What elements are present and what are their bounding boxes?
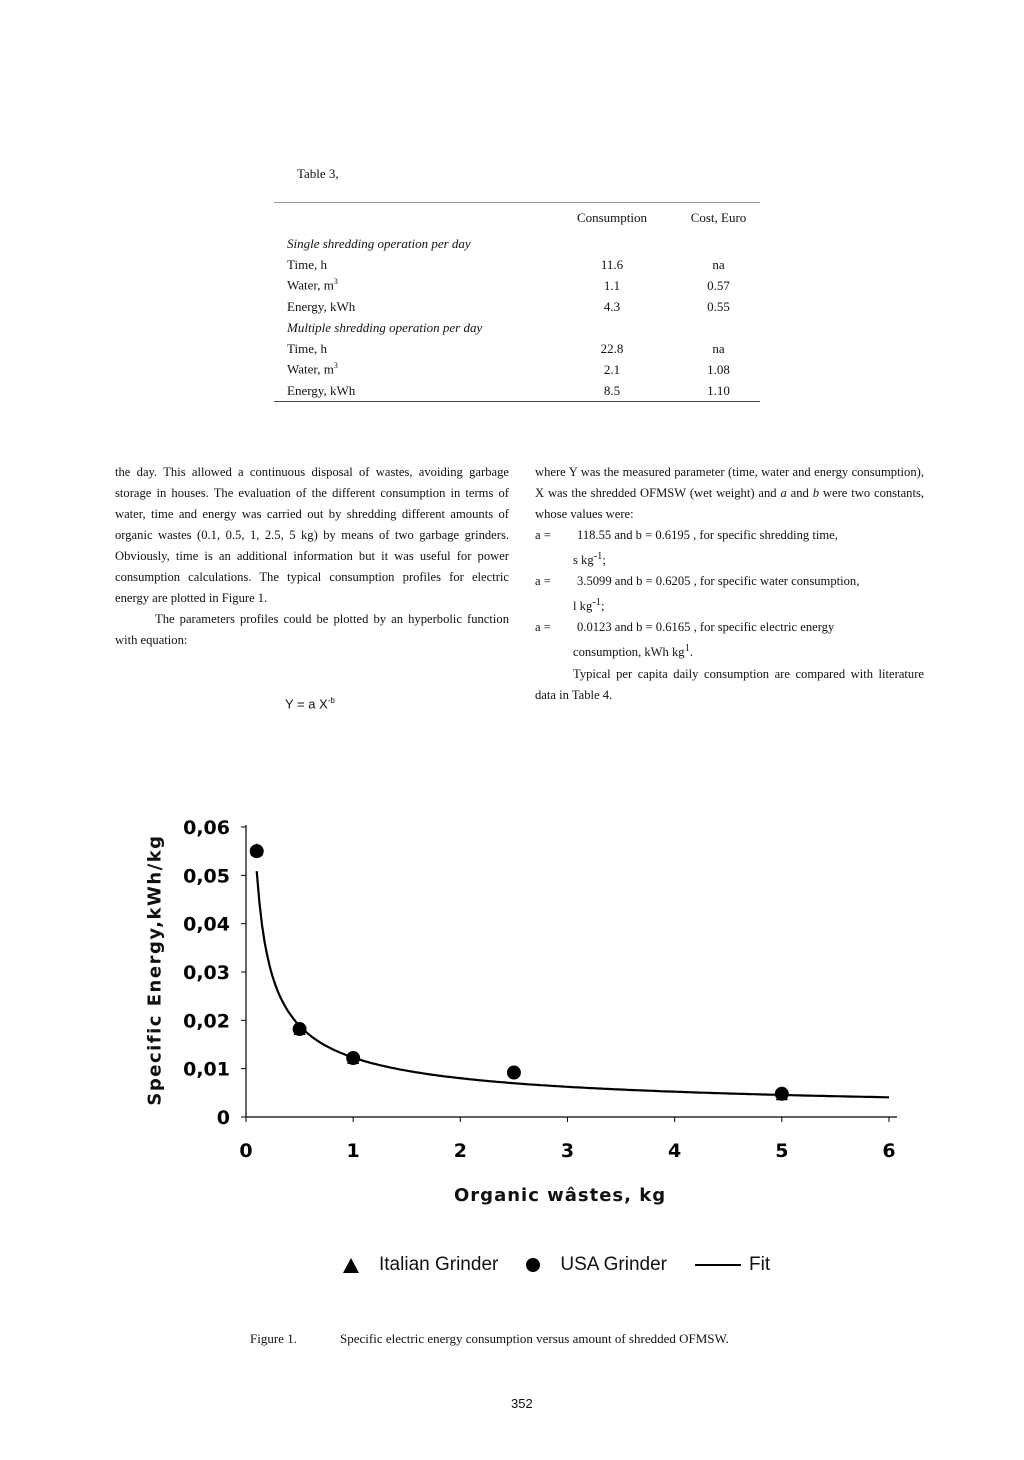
section-title: Multiple shredding operation per day [287, 319, 483, 335]
table-row [274, 359, 760, 380]
equation-base: Y = a X [285, 696, 328, 712]
table-row [274, 338, 760, 359]
line-marker-icon [695, 1264, 741, 1266]
cell-cost: 1.08 [707, 361, 730, 377]
left-column [115, 462, 509, 651]
row-label [274, 296, 547, 317]
right-intro [535, 462, 924, 525]
table-row [274, 254, 760, 275]
param-2-unit-line [535, 592, 924, 617]
intro-part-3: were two constants, whose values were: [535, 486, 925, 521]
figure-number: Figure 1. [250, 1331, 297, 1346]
left-paragraph-2: The parameters profiles could be plotted by an hyperbolic function with equation: [115, 612, 509, 647]
intro-part-1: where Y was the measured parameter (time, water and energy consumption), X was the shredded OFMSW (wet weight) and [535, 465, 924, 500]
row-label-sup: 3 [333, 361, 338, 371]
cell-consumption: 1.1 [603, 277, 621, 293]
chart-legend [343, 1252, 770, 1278]
row-label-text: Water, m [287, 277, 334, 293]
param-2-sup: -1 [592, 597, 601, 609]
param-2-tail: ; [601, 599, 605, 614]
usa-point [507, 1066, 521, 1080]
table-header-row [274, 203, 760, 234]
y-tick-label: 0 [216, 1107, 230, 1129]
cell-cost: na [712, 340, 725, 356]
y-axis-title: Specific Energy,kWh/kg [144, 834, 166, 1106]
cell-consumption: 2.1 [603, 361, 621, 377]
y-tick-label: 0,03 [183, 962, 230, 984]
row-label-text: Time, h [287, 340, 327, 356]
param-3-unit-line [535, 638, 924, 663]
cell-cost: 1.10 [707, 382, 730, 398]
cell-consumption: 11.6 [600, 256, 624, 272]
cell-consumption: 22.8 [600, 340, 624, 356]
table-row [274, 296, 760, 317]
param-2-unit: l kg [573, 599, 593, 614]
x-tick-label: 3 [560, 1140, 575, 1162]
section-title: Single shredding operation per day [287, 235, 471, 251]
right-closing: Typical per capita daily consumption are compared with literature data in Table 4. [535, 666, 924, 702]
param-3 [535, 617, 924, 638]
equation [285, 696, 335, 711]
equation-exponent: -b [327, 696, 335, 705]
cell-consumption: 4.3 [603, 298, 621, 314]
row-label-sup: 3 [333, 277, 338, 287]
right-column [535, 462, 924, 706]
row-label [274, 380, 547, 402]
table-row [274, 380, 760, 402]
param-2-text: 3.5099 and b = 0.6205 , for specific water consumption, [577, 574, 860, 589]
param-1-sup: -1 [593, 551, 603, 562]
table-row [274, 275, 760, 296]
x-tick-label: 0 [239, 1140, 253, 1162]
intro-var-a: a [780, 486, 787, 500]
x-tick-label: 1 [346, 1140, 360, 1162]
param-3-tail: . [689, 645, 693, 660]
cell-cost: na [712, 256, 725, 272]
usa-point [775, 1087, 789, 1101]
row-label-text: Energy, kWh [287, 298, 356, 314]
table-section-row [274, 233, 760, 254]
triangle-marker-icon [343, 1258, 359, 1273]
param-1-unit: s kg [573, 553, 594, 568]
row-label [274, 275, 547, 296]
row-label [274, 359, 547, 380]
y-tick-label: 0,05 [183, 865, 230, 888]
param-2-key: a = [535, 574, 551, 589]
figure-caption-text: Specific electric energy consumption versus amount of shredded OFMSW. [340, 1331, 729, 1346]
param-3-key: a = [535, 620, 551, 635]
cell-consumption: 8.5 [603, 382, 621, 398]
x-tick-label: 5 [775, 1140, 789, 1162]
param-1 [535, 525, 924, 546]
table-body [274, 233, 760, 402]
legend-label-fit: Fit [749, 1254, 771, 1275]
circle-marker-icon [526, 1258, 540, 1272]
param-1-text: 118.55 and b = 0.6195 , for specific shredding time, [577, 528, 838, 542]
legend-label-italian: Italian Grinder [379, 1254, 499, 1275]
header-blank [274, 203, 547, 234]
usa-point [250, 844, 264, 858]
param-3-sup: 1 [684, 643, 690, 655]
cell-cost: 0.57 [707, 277, 730, 293]
row-label-text: Time, h [287, 256, 327, 272]
row-label-text: Water, m [287, 361, 334, 377]
page-number: 352 [511, 1396, 533, 1411]
x-axis-title: Organic wâstes, kg [454, 1185, 667, 1206]
row-label [274, 254, 547, 275]
x-tick-label: 2 [453, 1140, 467, 1162]
x-tick-label: 6 [882, 1140, 896, 1162]
param-1-key: a = [535, 528, 551, 542]
legend-label-usa: USA Grinder [560, 1254, 667, 1275]
usa-point [346, 1051, 360, 1065]
row-label-text: Energy, kWh [287, 382, 356, 398]
header-cost: Cost, Euro [690, 210, 747, 225]
usa-point [293, 1022, 307, 1036]
param-3-unit: consumption, kWh kg [573, 645, 685, 660]
figure-caption [250, 1331, 729, 1347]
y-tick-label: 0,06 [183, 817, 230, 839]
param-2 [535, 571, 924, 592]
param-3-text: 0.0123 and b = 0.6165 , for specific electric energy [577, 620, 835, 635]
left-paragraph-1: the day. This allowed a continuous disposal of wastes, avoiding garbage storage in houses. The evaluation of the different consumption in terms of water, time and energy was carried out by shredding different amounts of organic wastes (0.1, 0.5, 1, 2.5, 5 kg) by means of two garbage grinders. Obviously, time is an additional information but it was useful for power consumption calculations. The typical consumption profiles for electric energy are plotted in Figure 1. [115, 465, 509, 605]
intro-part-2: and [786, 486, 813, 500]
consumption-table [274, 202, 760, 402]
intro-var-b: b [812, 486, 820, 500]
y-tick-label: 0,01 [183, 1058, 230, 1081]
param-1-tail: ; [602, 553, 606, 568]
x-tick-label: 4 [668, 1140, 682, 1162]
table-section-row [274, 317, 760, 338]
table-caption: Table 3, [297, 166, 339, 181]
cell-cost: 0.55 [707, 298, 730, 314]
y-tick-label: 0,04 [183, 913, 230, 936]
y-tick-label: 0,02 [183, 1010, 230, 1033]
header-consumption: Consumption [576, 210, 648, 225]
param-1-unit-line [535, 546, 924, 571]
row-label [274, 338, 547, 359]
